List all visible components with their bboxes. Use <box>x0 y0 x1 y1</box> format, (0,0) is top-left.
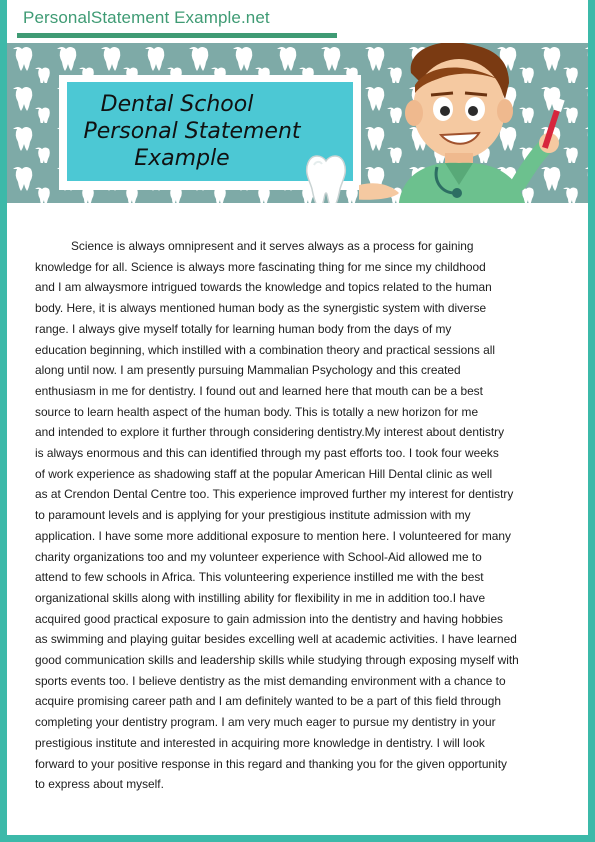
body-line: charity organizations too and my volunteer experience with School-Aid allowed me to <box>35 549 482 564</box>
body-line: as at Crendon Dental Centre too. This experience improved further my interest for dentistry <box>35 487 514 502</box>
title-card <box>59 75 361 190</box>
tooth-icon <box>302 153 350 203</box>
body-line: of work experience as shadowing staff at the popular American Hill Dental clinic as well <box>35 466 493 481</box>
body-line: acquire promising career path and I am definitely wanted to be a part of this field through <box>35 694 501 709</box>
body-line: attend to few schools in Africa. This volunteering experience instilled me with the best <box>35 570 484 585</box>
body-line: forward to your positive response in this regard and thanking you for the given opportunity <box>35 756 507 771</box>
title-line-1: Dental School <box>100 92 254 117</box>
body-line: along until now. I am presently pursuing Mammalian Psychology and this created <box>35 363 461 378</box>
body-line: range. I always give myself totally for learning human body from the days of my <box>35 321 452 336</box>
body-line: completing your dentistry program. I am very much eager to pursue my dentistry in your <box>35 715 496 730</box>
body-line: acquired good practical exposure to gain admission into the dentistry and having hobbies <box>35 611 503 626</box>
body-line: to express about myself. <box>35 777 164 792</box>
banner <box>7 43 588 203</box>
site-underline <box>17 33 337 38</box>
body-line: prestigious institute and interested in acquiring more knowledge in dentistry. I will look <box>35 735 485 750</box>
body-line: good communication skills and leadership skills while studying through exposing myself with <box>35 653 519 668</box>
statement-body <box>35 236 555 795</box>
site-header <box>7 0 588 34</box>
site-name[interactable]: PersonalStatement Example.net <box>23 8 270 27</box>
body-line: as swimming and playing guitar besides excelling well at academic activities. I have learned <box>35 632 517 647</box>
title-line-2: Personal Statement <box>83 119 301 144</box>
body-line: application. I have some more additional exposure to mention here. I volunteered for many <box>35 528 511 543</box>
body-line: Science is always omnipresent and it serves always as a process for gaining <box>71 239 474 253</box>
body-line: enthusiasm in me for dentistry. I found out and learned here that mouth can be a best <box>35 383 483 398</box>
body-line: sports events too. I believe dentistry as the mist demanding environment with a chance to <box>35 673 506 688</box>
body-line: education beginning, which instilled with a combination theory and practical sessions all <box>35 342 496 357</box>
title-line-3: Example <box>134 146 230 171</box>
body-line: to paramount levels and is applying for your prestigious institute admission with my <box>35 508 471 523</box>
body-line: is always enormous and this can identified through my past efforts too. I took four weeks <box>35 446 499 461</box>
body-line: and I am alwaysmore intrigued towards the knowledge and topics related to the human <box>35 280 492 295</box>
dentist-cartoon <box>359 43 588 203</box>
body-line: knowledge for all. Science is always more fascinating thing for me since my childhood <box>35 259 486 274</box>
body-line: organizational skills along with instilling ability for flexibility in me in addition too.I have <box>35 590 486 605</box>
body-line: source to learn health aspect of the human body. This is totally a new horizon for me <box>35 404 479 419</box>
body-line: and intended to explore it further through considering dentistry.My interest about dentistry <box>35 425 505 440</box>
body-line: body. Here, it is always mentioned human body as the synergistic system with diverse <box>35 301 487 316</box>
